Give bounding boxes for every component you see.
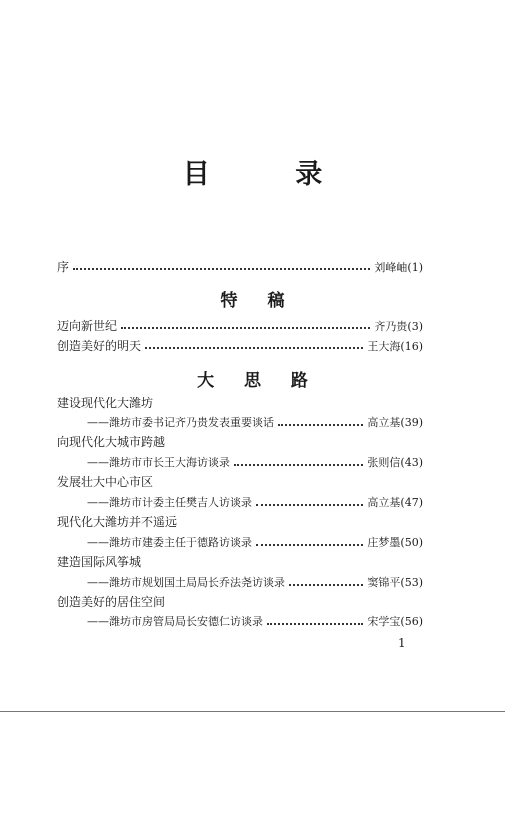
entry-page: (50) (400, 536, 423, 549)
entry-title: 建设现代化大潍坊 (57, 396, 154, 410)
entry-page: (47) (400, 496, 423, 509)
entry-title: 创造美好的居住空间 (57, 595, 166, 609)
entry-subtitle: ——潍坊市规划国土局局长乔法尧访谈录 (87, 576, 285, 589)
toc-title: 目 录 (182, 159, 361, 190)
entry-author: 庄梦墨 (367, 536, 401, 549)
dot-leader (289, 584, 363, 586)
entry-title: 发展壮大中心市区 (57, 475, 154, 489)
entry-subtitle: ——潍坊市房管局局长安德仁访谈录 (87, 615, 263, 628)
entry-page: (56) (400, 615, 423, 628)
dot-leader (145, 347, 363, 349)
entry-author: 窦锦平 (367, 576, 401, 589)
entry-subtitle: ——潍坊市建委主任于德路访谈录 (87, 536, 252, 549)
entry-subtitle: ——潍坊市市长王大海访谈录 (87, 456, 230, 469)
dot-leader (256, 544, 363, 546)
entry-page: (16) (400, 340, 423, 353)
entry-page: (39) (400, 416, 423, 429)
entry-title: 迈向新世纪 (57, 319, 118, 333)
dot-leader (267, 623, 363, 625)
entry-title: 创造美好的明天 (57, 339, 142, 353)
entry-author: 宋学宝 (367, 615, 401, 628)
toc-entry (87, 614, 423, 630)
entry-title: 现代化大潍坊并不遥远 (57, 515, 178, 529)
entry-author: 齐乃贵 (374, 320, 408, 333)
toc-entry (87, 535, 423, 551)
section-heading-big-ideas: 大 思 路 (197, 371, 320, 391)
entry-page: (43) (400, 456, 423, 469)
entry-author: 高立基 (367, 416, 401, 429)
toc-entry (87, 495, 423, 511)
section-heading-special: 特 稿 (220, 291, 297, 311)
entry-title: 序 (57, 260, 70, 274)
toc-entry (87, 575, 423, 591)
toc-entry (57, 338, 423, 354)
entry-subtitle: ——潍坊市计委主任樊吉人访谈录 (87, 496, 252, 509)
toc-entry-preface (57, 259, 423, 275)
dot-leader (73, 268, 370, 270)
entry-page: (53) (400, 576, 423, 589)
dot-leader (278, 424, 363, 426)
dot-leader (234, 464, 363, 466)
entry-subtitle: ——潍坊市委书记齐乃贵发表重要谈话 (87, 416, 274, 429)
toc-entry (87, 455, 423, 471)
dot-leader (121, 327, 370, 329)
toc-entry (57, 318, 423, 334)
page-number: 1 (398, 636, 406, 650)
entry-author: 张则信 (367, 456, 401, 469)
entry-title: 向现代化大城市跨越 (57, 435, 166, 449)
entry-title: 建造国际风筝城 (57, 555, 142, 569)
page-edge-divider (0, 711, 505, 712)
entry-author: 王大海 (367, 340, 401, 353)
entry-author: 刘峰岫 (374, 261, 408, 274)
toc-entry (87, 415, 423, 431)
entry-page: (1) (407, 261, 423, 274)
entry-page: (3) (407, 320, 423, 333)
entry-author: 高立基 (367, 496, 401, 509)
dot-leader (256, 504, 363, 506)
